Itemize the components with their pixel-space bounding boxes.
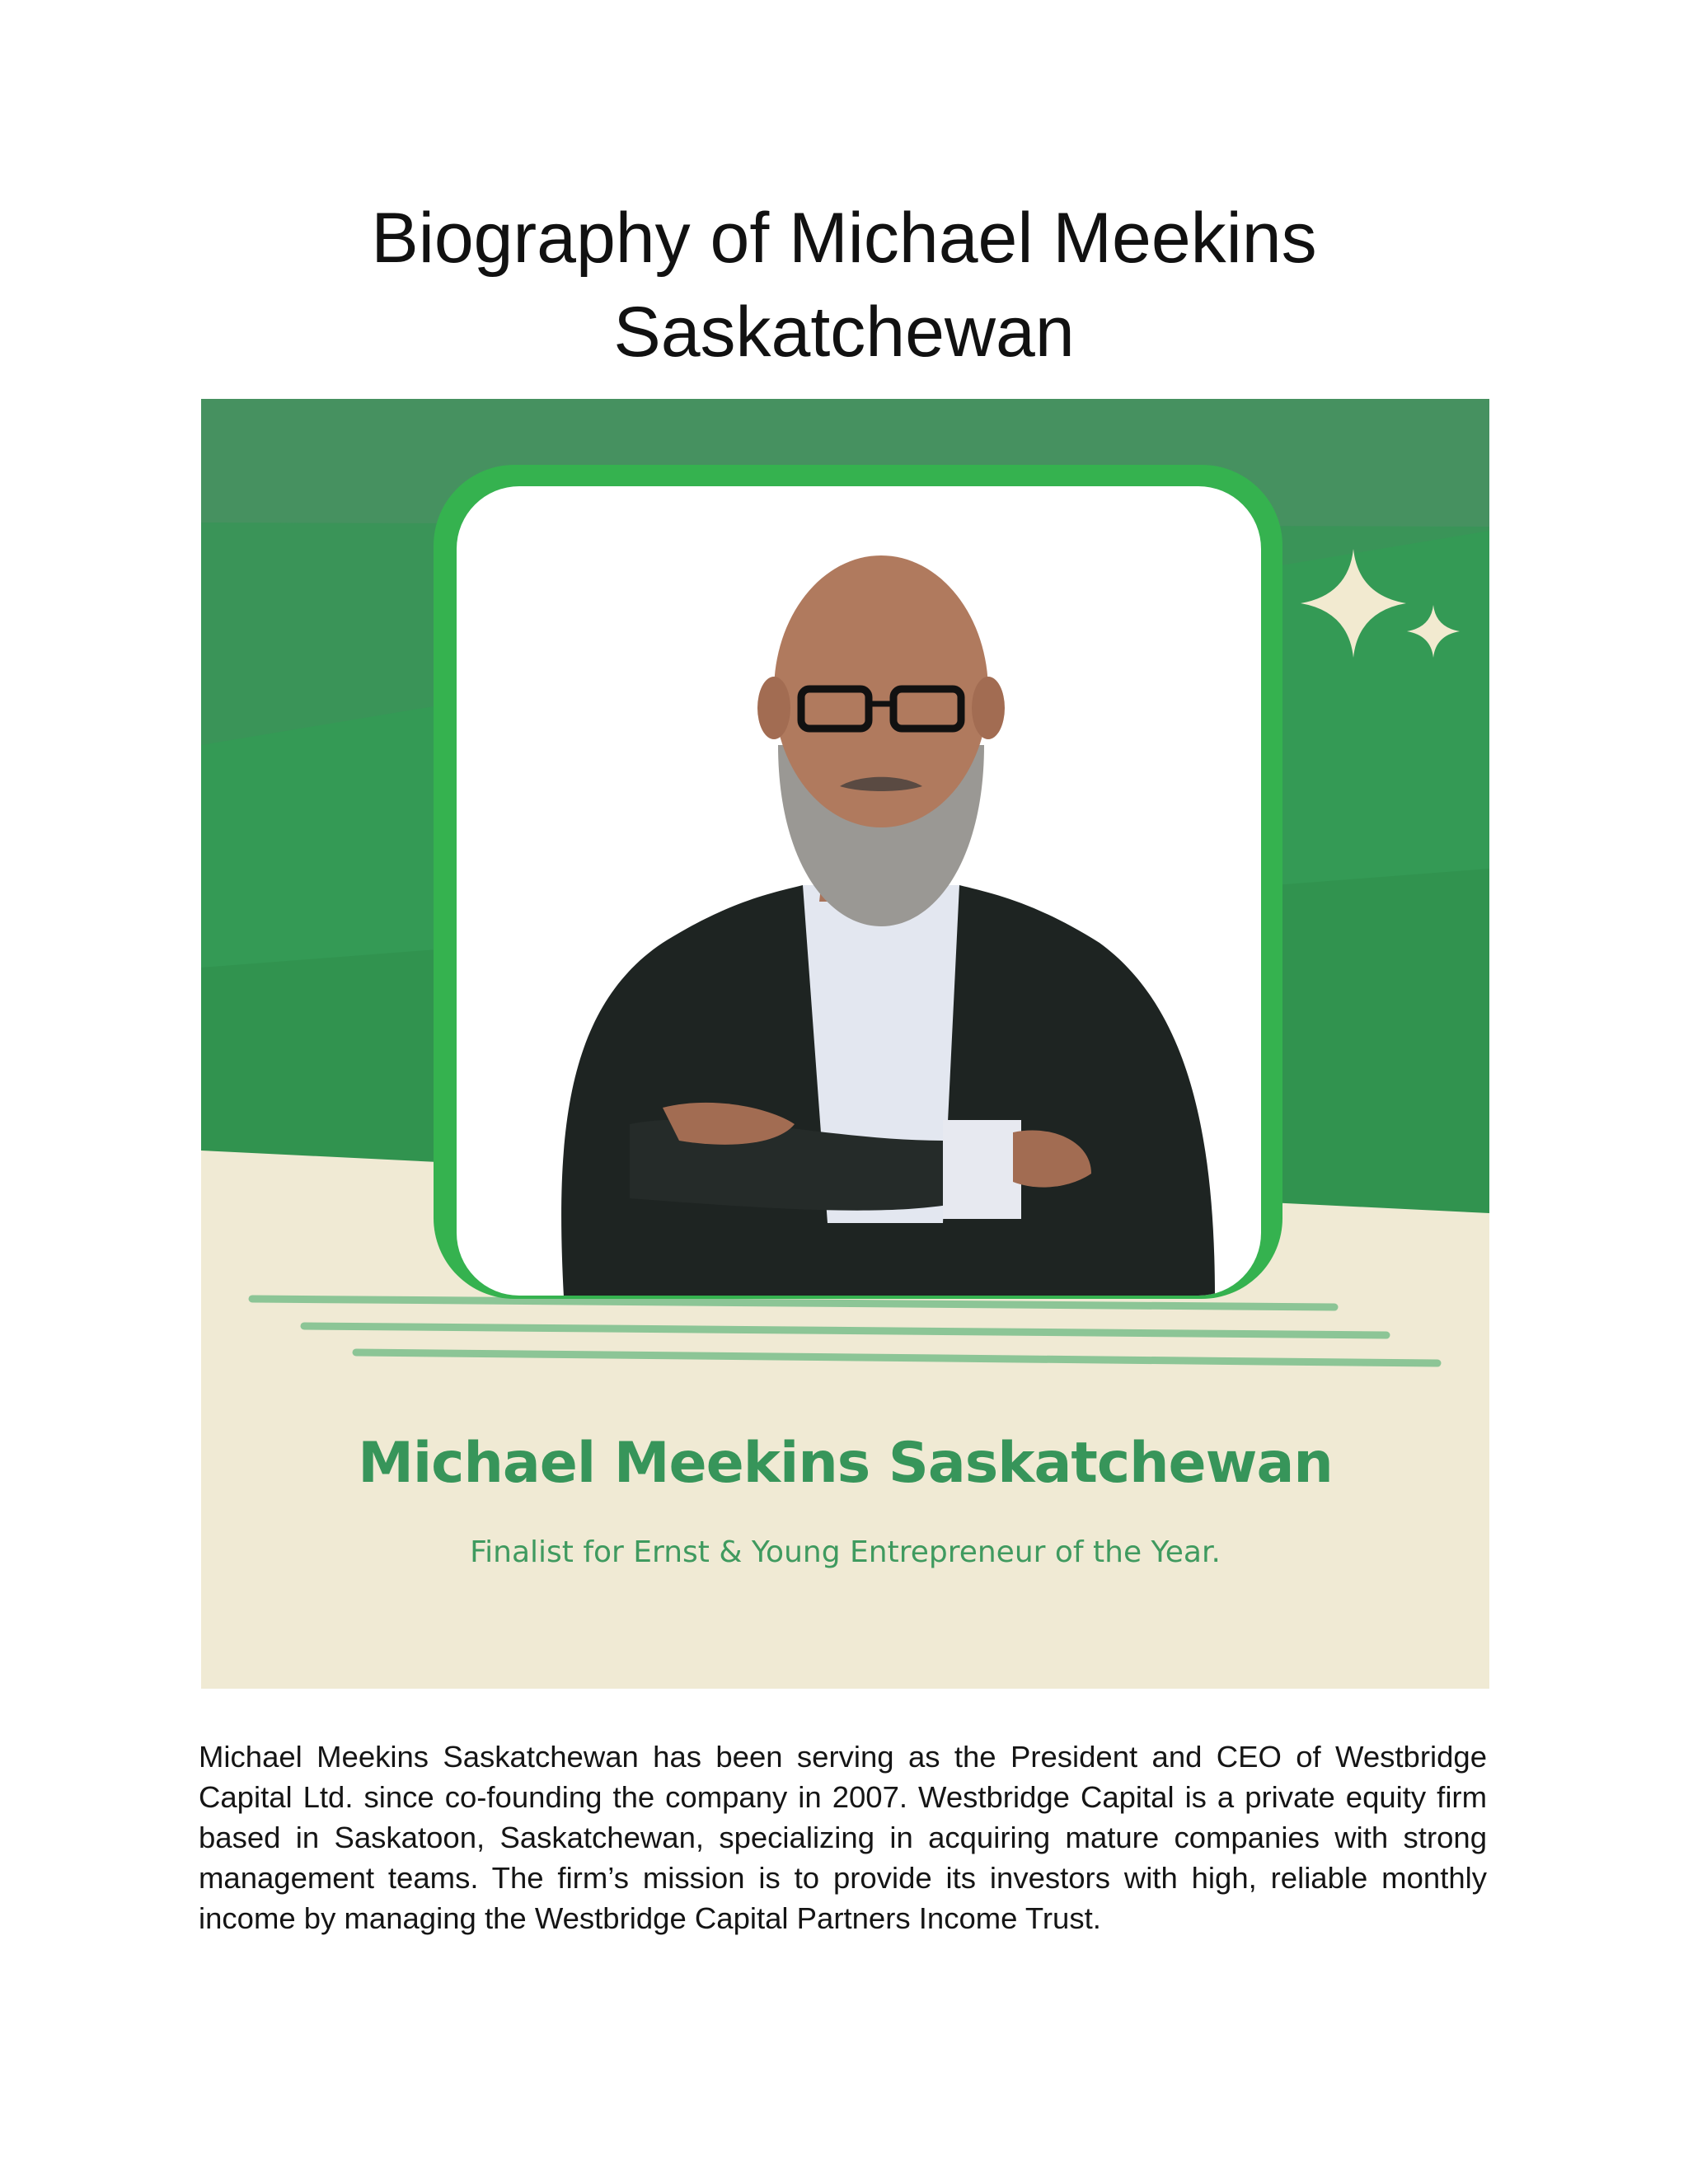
- banner-name: Michael Meekins Saskatchewan: [358, 1431, 1333, 1496]
- biography-paragraph: Michael Meekins Saskatchewan has been serving as the President and CEO of Westbridge Capital Ltd. since co-founding the company in 2007. Westbridge Capital is a private equity firm based in Saskatoon, Saskatchewan, specializing in acquiring mature companies with strong management teams. The firm’s mission is to provide its investors with high, reliable monthly income by managing the Westbridge Capital Partners Income Trust.: [199, 1740, 1487, 1935]
- page-title-line-2: Saskatchewan: [613, 293, 1075, 372]
- page-title-line-1: Biography of Michael Meekins: [371, 199, 1317, 278]
- feature-banner: [201, 399, 1489, 1689]
- banner-tagline: Finalist for Ernst & Young Entrepreneur of the Year.: [470, 1535, 1221, 1569]
- page-title: [0, 191, 1688, 379]
